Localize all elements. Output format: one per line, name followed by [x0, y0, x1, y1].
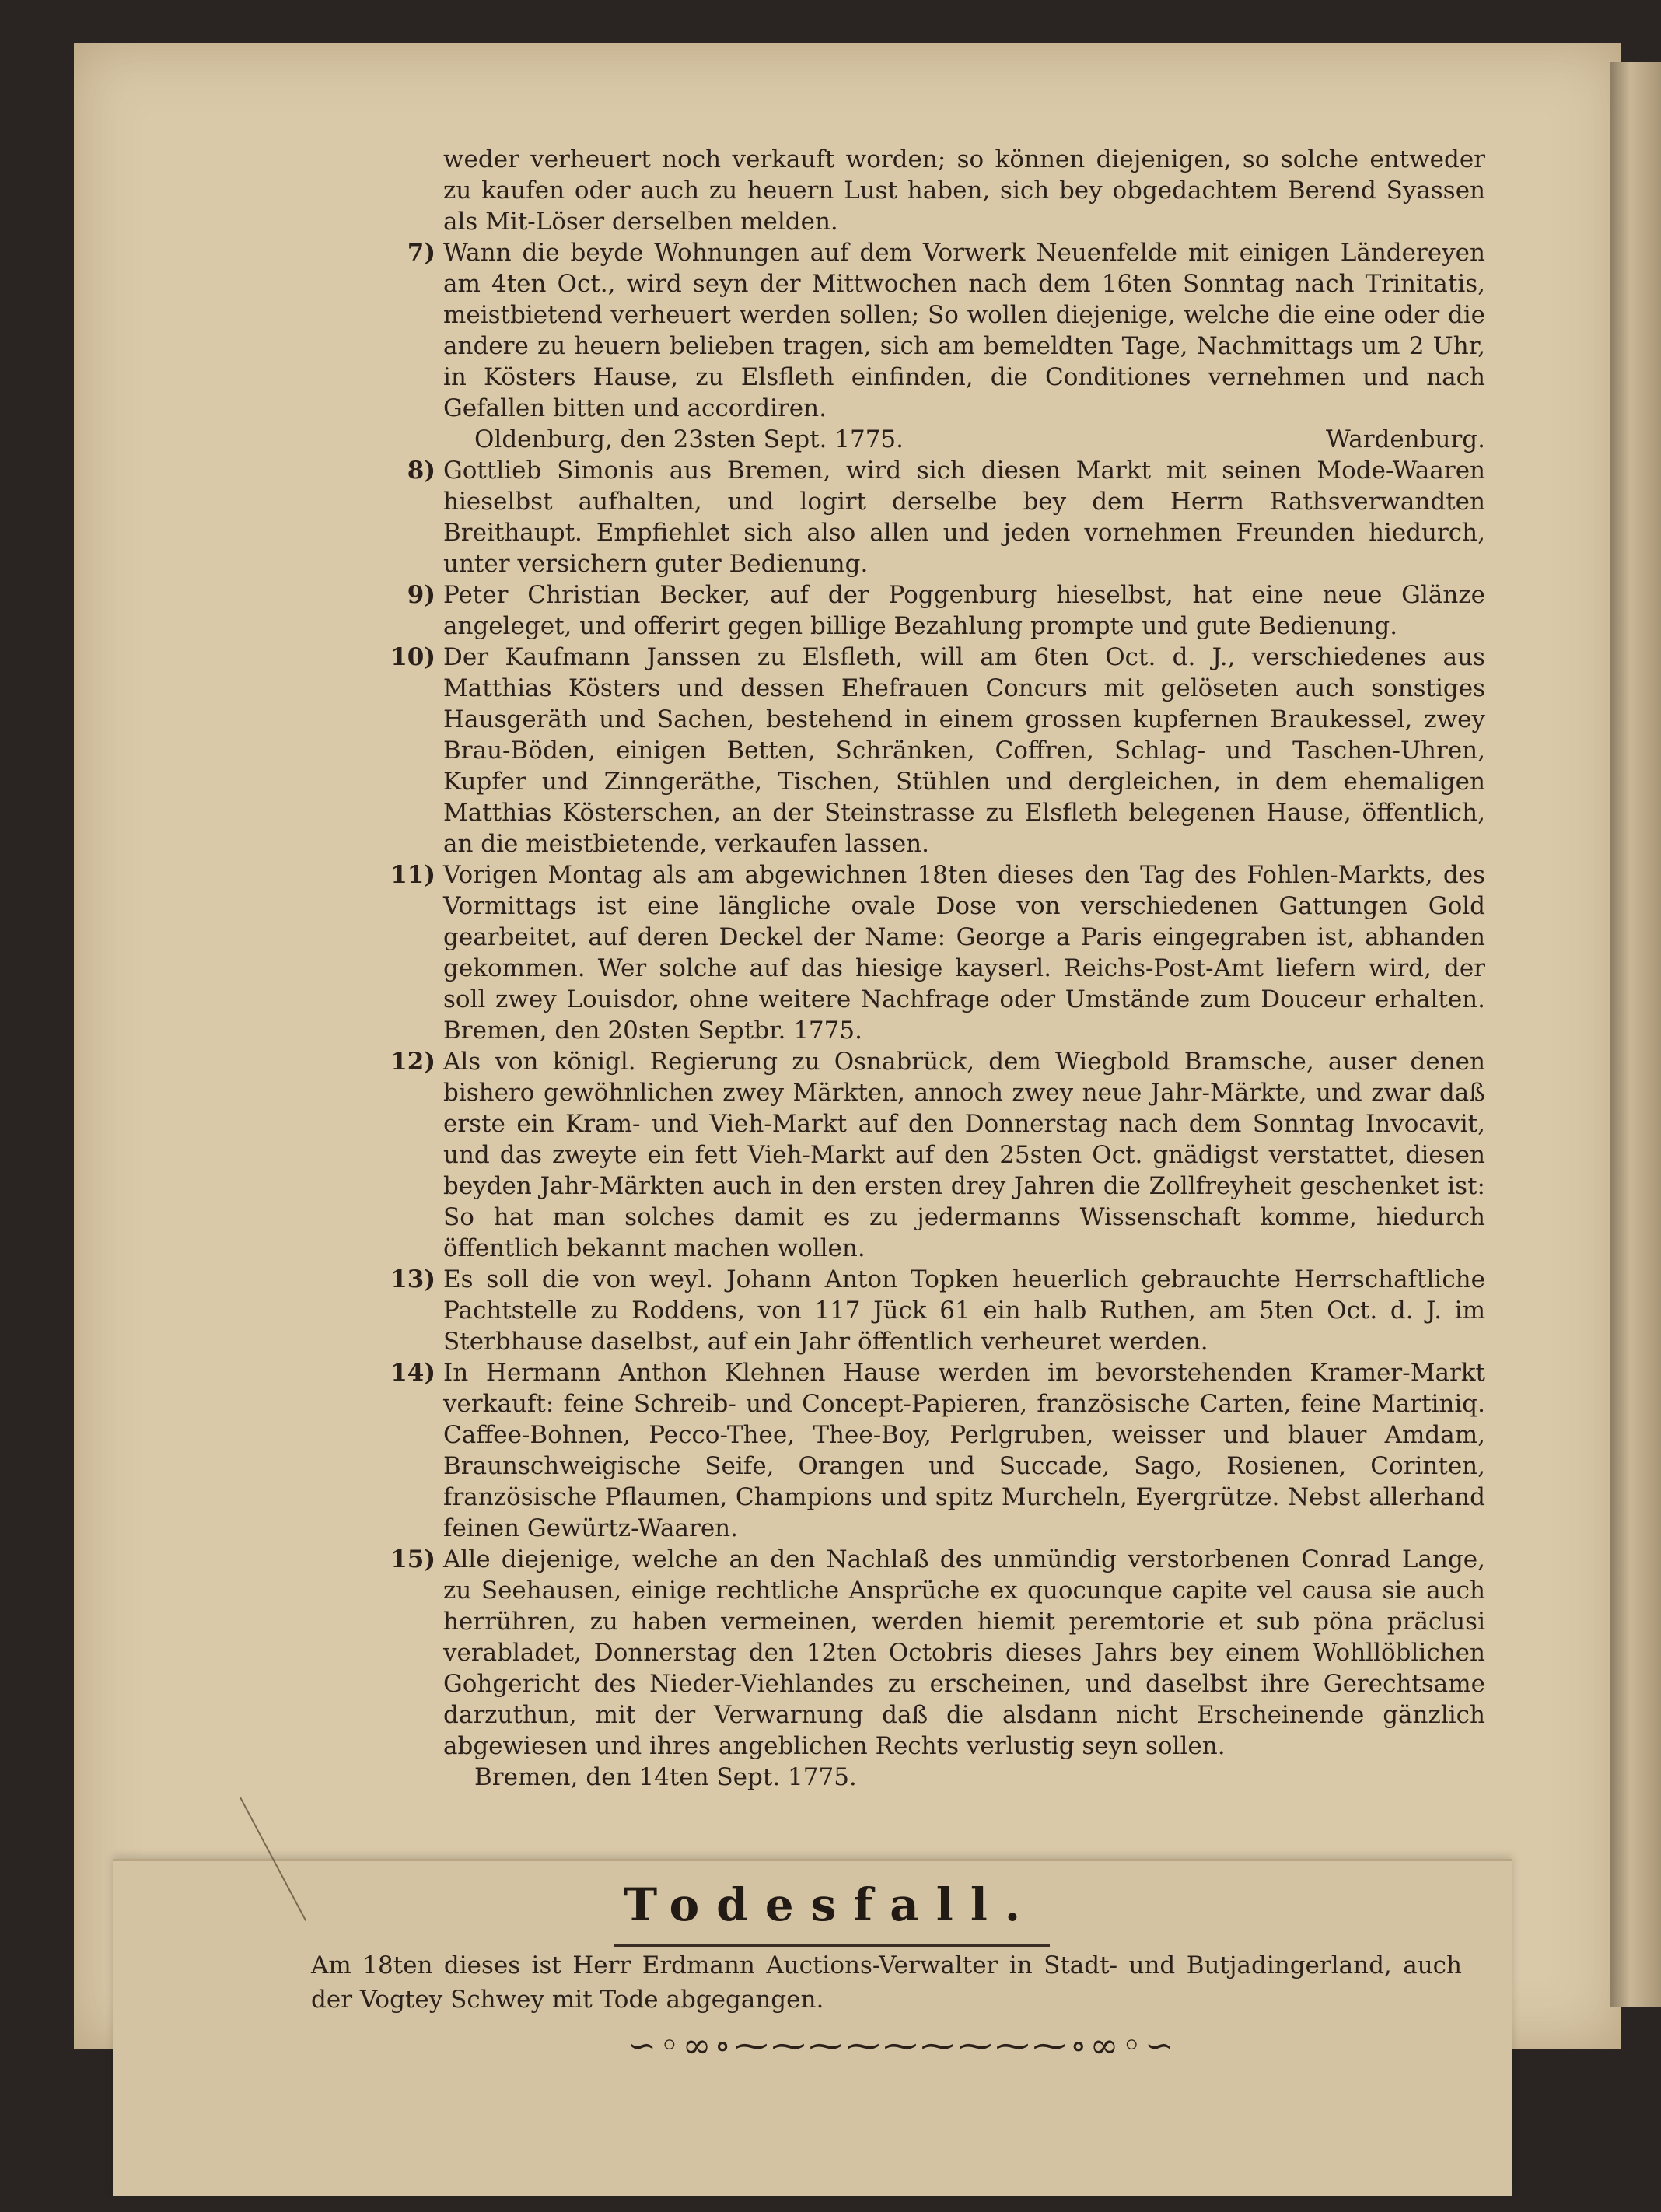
entry-14: [342, 1357, 1485, 1544]
signoff-place-date: Oldenburg, den 23sten Sept. 1775.: [474, 425, 904, 453]
entry-9: [342, 579, 1485, 642]
entry-text: Der Kaufmann Janssen zu Elsfleth, will am 6ten Oct. d. J., verschiedenes aus Matthias Kösters und dessen Ehefrauen Concurs mit gelöseten auch sonstiges Hausgeräth und Sachen, bestehend in einem grossen kupfernen Braukessel, zwey Brau-Böden, einigen Betten, Schränken, Coffren, Schlag- und Taschen-Uhren, Kupfer und Zinngeräthe, Tischen, Stühlen und dergleichen, in dem ehemaligen Matthias Kösterschen, an der Steinstrasse zu Elsfleth belegenen Hause, öffentlich, an die meistbietende, verkaufen lassen.: [443, 643, 1485, 858]
signoff-oldenburg: [342, 424, 1485, 455]
continuation-text: weder verheuert noch verkauft worden; so können diejenigen, so solche entweder zu kaufen oder auch zu heuern Lust haben, sich bey obgedachtem Berend Syassen als Mit-Löser derselben melden.: [443, 145, 1485, 236]
entry-number: 13): [390, 1265, 435, 1293]
entry-15: [342, 1544, 1485, 1762]
section-title: Todesfall.: [623, 1878, 1038, 1931]
entry-text: Peter Christian Becker, auf der Poggenburg hieselbst, hat eine neue Glänze angeleget, und offerirt gegen billige Bezahlung prompte und gute Bedienung.: [443, 581, 1485, 640]
entry-7: [342, 237, 1485, 424]
entry-text: Es soll die von weyl. Johann Anton Topken heuerlich gebrauchte Herrschaftliche Pachtstelle zu Roddens, von 117 Jück 61 ein halb Ruthen, am 5ten Oct. d. J. im Sterbhause daselbst, auf ein Jahr öffentlich verheuret werden.: [443, 1265, 1485, 1356]
entry-text: In Hermann Anthon Klehnen Hause werden im bevorstehenden Kramer-Markt verkauft: feine Schreib- und Concept-Papieren, französische Carten, feine Martiniq. Caffee-Bohnen, Pecco-Thee, Thee-Boy, Perlgruben, weisser und blauer Amdam, Braunschweigische Seife, Orangen und Succade, Sago, Rosienen, Corinten, französische Pflaumen, Champions und spitz Murcheln, Eyergrütze. Nebst allerhand feinen Gewürtz-Waaren.: [443, 1359, 1485, 1542]
entry-number: 7): [407, 239, 435, 267]
entry-number: 8): [407, 457, 435, 485]
death-notice: Am 18ten dieses ist Herr Erdmann Auctions-Verwalter in Stadt- und Butjadingerland, auch der Vogtey Schwey mit Tode abgegangen.: [311, 1951, 1462, 2014]
entry-10: [342, 642, 1485, 859]
ornament-divider-icon: ∽◦∞∘⁓⁓⁓⁓⁓⁓⁓⁓⁓∘∞◦∽: [627, 2026, 1177, 2066]
entry-number: 11): [390, 861, 435, 889]
entry-13: [342, 1264, 1485, 1357]
signoff-signature: Wardenburg.: [1326, 425, 1485, 453]
entry-number: 10): [390, 643, 435, 671]
notice-column: [342, 144, 1485, 1793]
entry-text: Gottlieb Simonis aus Bremen, wird sich diesen Markt mit seinen Mode-Waaren hieselbst aufhalten, und logirt derselbe bey dem Herrn Rathsverwandten Breithaupt. Empfiehlet sich also allen und jeden vornehmen Freunden hiedurch, unter versichern guter Bedienung.: [443, 457, 1485, 578]
entry-11: [342, 859, 1485, 1046]
entry-text: Vorigen Montag als am abgewichnen 18ten dieses den Tag des Fohlen-Markts, des Vormittags ist eine längliche ovale Dose von verschiedenen Gattungen Gold gearbeitet, auf deren Deckel der Name: George a Paris eingegraben ist, abhanden gekommen. Wer solche auf das hiesige kayserl. Reichs-Post-Amt liefern wird, der soll zwey Louisdor, ohne weitere Nachfrage oder Umstände zum Douceur erhalten. Bremen, den 20sten Septbr. 1775.: [443, 861, 1485, 1045]
title-underline: [614, 1944, 1050, 1947]
entry-8: [342, 455, 1485, 579]
entry-text: Als von königl. Regierung zu Osnabrück, dem Wiegbold Bramsche, auser denen bishero gewöhnlichen zwey Märkten, annoch zwey neue Jahr-Märkte, und zwar daß erste ein Kram- und Vieh-Markt auf den Donnerstag nach dem Sonntag Invocavit, und das zweyte ein fett Vieh-Markt auf den 25sten Oct. gnädigst verstattet, diesen beyden Jahr-Märkten auch in den ersten drey Jahren die Zollfreyheit geschenket ist: So hat man solches damit es zu jedermanns Wissenschaft komme, hiedurch öffentlich bekannt machen wollen.: [443, 1048, 1485, 1262]
page-edge-right: [1610, 62, 1661, 2007]
signoff-bremen: Bremen, den 14ten Sept. 1775.: [474, 1763, 857, 1791]
entry-text: Alle diejenige, welche an den Nachlaß des unmündig verstorbenen Conrad Lange, zu Seehausen, einige rechtliche Ansprüche ex quocunque capite vel causa sie auch herrühren, zu haben vermeinen, werden hiemit peremtorie et sub pöna präclusi verabladet, Donnerstag den 12ten Octobris dieses Jahrs bey einem Wohllöblichen Gohgericht des Nieder-Viehlandes zu erscheinen, und daselbst ihre Gerechtsame darzuthun, mit der Verwarnung daß die alsdann nicht Erscheinende gänzlich abgewiesen und ihres angeblichen Rechts verlustig seyn sollen.: [443, 1545, 1485, 1760]
entry-number: 12): [390, 1048, 435, 1076]
entry-12: [342, 1046, 1485, 1264]
entry-text: Wann die beyde Wohnungen auf dem Vorwerk Neuenfelde mit einigen Ländereyen am 4ten Oct., wird seyn der Mittwochen nach dem 16ten Sonntag nach Trinitatis, meistbietend verheuert werden sollen; So wollen diejenige, welche die eine oder die andere zu heuern belieben tragen, sich am bemeldten Tage, Nachmittags um 2 Uhr, in Kösters Hause, zu Elsfleth einfinden, die Conditiones vernehmen und nach Gefallen bitten und accordiren.: [443, 239, 1485, 422]
entry-number: 9): [407, 581, 435, 609]
entry-number: 14): [390, 1359, 435, 1387]
entry-number: 15): [390, 1545, 435, 1573]
